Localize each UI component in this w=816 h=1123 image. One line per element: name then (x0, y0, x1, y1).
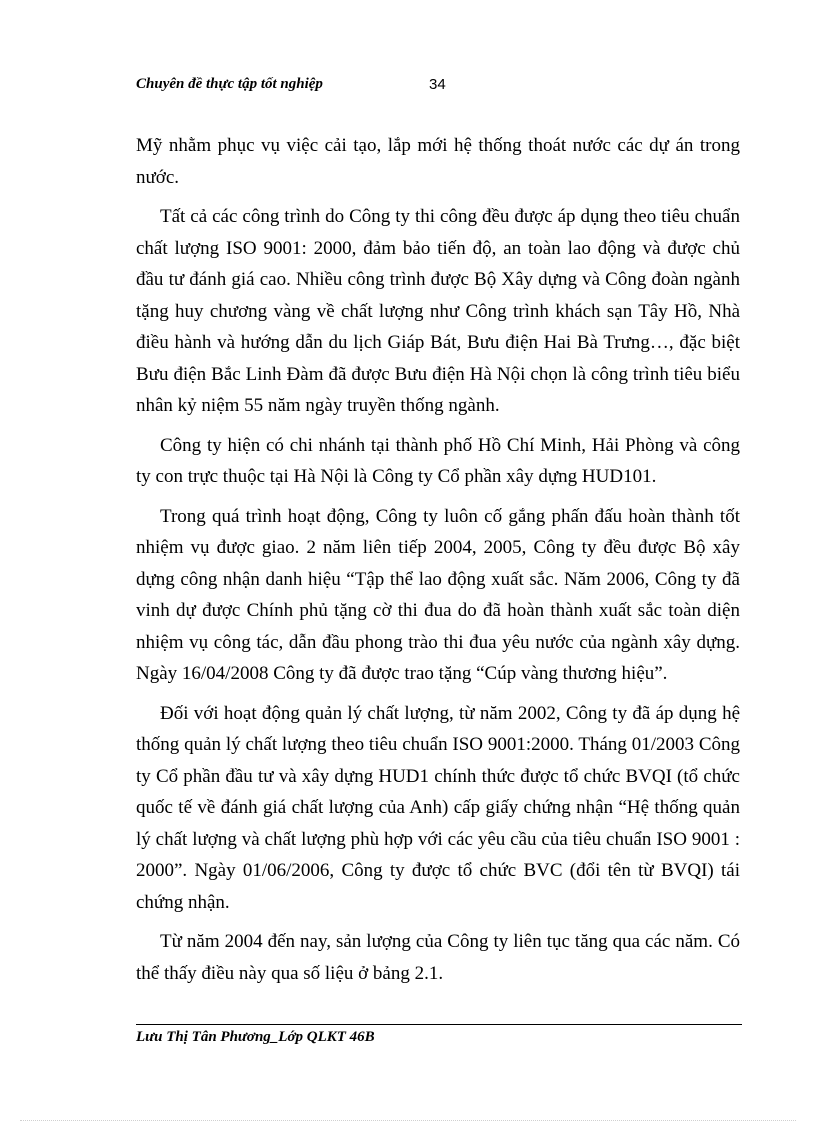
page-header (136, 76, 746, 98)
paragraph: Đối với hoạt động quản lý chất lượng, từ năm 2002, Công ty đã áp dụng hệ thống quản lý chất lượng theo tiêu chuẩn ISO 9001:2000. Tháng 01/2003 Công ty Cổ phần đầu tư và xây dựng HUD1 chính thức được tổ chức BVQI (tổ chức quốc tế về đánh giá chất lượng của Anh) cấp giấy chứng nhận “Hệ thống quản lý chất lượng và chất lượng phù hợp với các yêu cầu của tiêu chuẩn ISO 9001 : 2000”. Ngày 01/06/2006, Công ty được tổ chức BVC (đổi tên từ BVQI) tái chứng nhận. (136, 702, 740, 913)
page-bottom-edge (20, 1120, 796, 1121)
document-body (136, 130, 740, 997)
paragraph: Công ty hiện có chi nhánh tại thành phố Hồ Chí Minh, Hải Phòng và công ty con trực thuộc tại Hà Nội là Công ty Cổ phần xây dựng HUD101. (136, 434, 740, 487)
paragraph: Tất cả các công trình do Công ty thi công đều được áp dụng theo tiêu chuẩn chất lượng ISO 9001: 2000, đảm bảo tiến độ, an toàn lao động và được chủ đầu tư đánh giá cao. Nhiều công trình được Bộ Xây dựng và Công đoàn ngành tặng huy chương vàng về chất lượng như Công trình khách sạn Tây Hồ, Nhà điều hành và hướng dẫn du lịch Giáp Bát, Bưu điện Hai Bà Trưng…, đặc biệt Bưu điện Bắc Linh Đàm đã được Bưu điện Hà Nội chọn là công trình tiêu biểu nhân kỷ niệm 55 năm ngày truyền thống ngành. (136, 206, 740, 416)
footer-divider (136, 1024, 742, 1025)
page-number: 34 (429, 76, 446, 93)
paragraph: Trong quá trình hoạt động, Công ty luôn cố gắng phấn đấu hoàn thành tốt nhiệm vụ được giao. 2 năm liên tiếp 2004, 2005, Công ty đều được Bộ xây dựng công nhận danh hiệu “Tập thể lao động xuất sắc. Năm 2006, Công ty đã vinh dự được Chính phủ tặng cờ thi đua do đã hoàn thành xuất sắc toàn diện nhiệm vụ công tác, dẫn đầu phong trào thi đua yêu nước của ngành xây dựng. Ngày 16/04/2008 Công ty đã được trao tặng “Cúp vàng thương hiệu”. (136, 505, 740, 684)
paragraph-continuation: Mỹ nhằm phục vụ việc cải tạo, lắp mới hệ thống thoát nước các dự án trong nước. (136, 135, 740, 188)
footer-author: Lưu Thị Tân Phương_Lớp QLKT 46B (136, 1029, 375, 1045)
header-title: Chuyên đề thực tập tốt nghiệp (136, 76, 323, 92)
paragraph: Từ năm 2004 đến nay, sản lượng của Công ty liên tục tăng qua các năm. Có thể thấy điều này qua số liệu ở bảng 2.1. (136, 931, 740, 984)
